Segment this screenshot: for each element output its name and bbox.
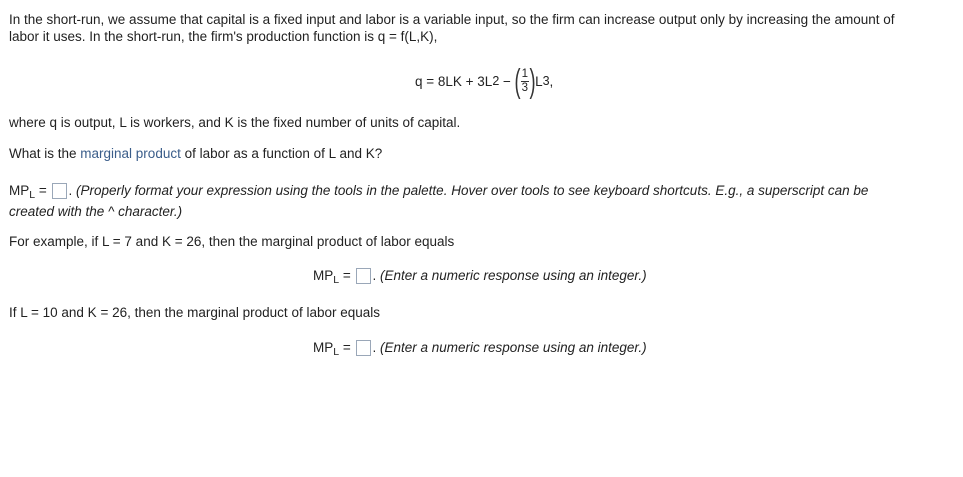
mpl-expression-instruction-cont: created with the ^ character.) [9, 204, 183, 219]
intro-line-1: In the short-run, we assume that capital is a fixed input and labor is a variable input, so the firm can increase output only by increasing the amount of [9, 12, 895, 27]
example-2-text: If L = 10 and K = 26, then the marginal product of labor equals [9, 305, 380, 320]
question-prefix: What is the [9, 146, 81, 161]
example-2-answer-row [313, 340, 647, 356]
mpl-expression-answer-row [9, 180, 954, 222]
answer-dot: . [372, 268, 377, 283]
mpl-label: MP [9, 183, 30, 198]
marginal-product-glossary-link[interactable]: marginal product [80, 146, 181, 161]
mpl-subscript: L [333, 274, 340, 286]
fraction-denominator: 3 [521, 81, 529, 94]
example-1-text: For example, if L = 7 and K = 26, then the marginal product of labor equals [9, 234, 455, 249]
fraction-numerator: 1 [521, 67, 529, 80]
integer-instruction: (Enter a numeric response using an integer.) [376, 268, 647, 283]
formula-fraction [521, 68, 529, 95]
integer-instruction: (Enter a numeric response using an integer.) [376, 340, 647, 355]
formula-minus: − [499, 73, 515, 89]
mpl-equals: = [35, 183, 51, 198]
question-suffix: of labor as a function of L and K? [180, 146, 383, 161]
answer-dot: . [68, 183, 73, 198]
answer-dot: . [372, 340, 377, 355]
example-1-answer-row [313, 268, 647, 284]
production-function-formula: q = 8LK + 3L 2 − ( $\frac{1}{3}$ ) L 3 , [415, 62, 554, 99]
intro-line-2: labor it uses. In the short-run, the firm's production function is q = f(L,K), [9, 29, 438, 44]
formula-trailing-comma: , [549, 73, 554, 89]
mpl-expression-instruction: (Properly format your expression using the tools in the palette. Hover over tools to see keyboard shortcuts. E.g., a superscript can be [72, 183, 869, 198]
formula-lhs: q = 8LK + 3L [415, 73, 493, 89]
question-text [9, 146, 382, 161]
mpl-label: MP [313, 340, 334, 355]
mpl-label: MP [313, 268, 334, 283]
intro-paragraph [9, 11, 954, 45]
mpl-example-2-input[interactable] [356, 340, 371, 356]
formula-var-l: L [535, 73, 543, 89]
mpl-equals: = [339, 340, 355, 355]
definitions-text: where q is output, L is workers, and K is the fixed number of units of capital. [9, 115, 461, 130]
mpl-subscript: L [333, 346, 340, 358]
right-paren: ) [529, 62, 536, 99]
mpl-equals: = [339, 268, 355, 283]
mpl-example-1-input[interactable] [356, 268, 371, 284]
mpl-subscript: L [29, 189, 36, 201]
mpl-expression-input[interactable] [52, 183, 67, 199]
left-paren: ( [514, 62, 521, 99]
